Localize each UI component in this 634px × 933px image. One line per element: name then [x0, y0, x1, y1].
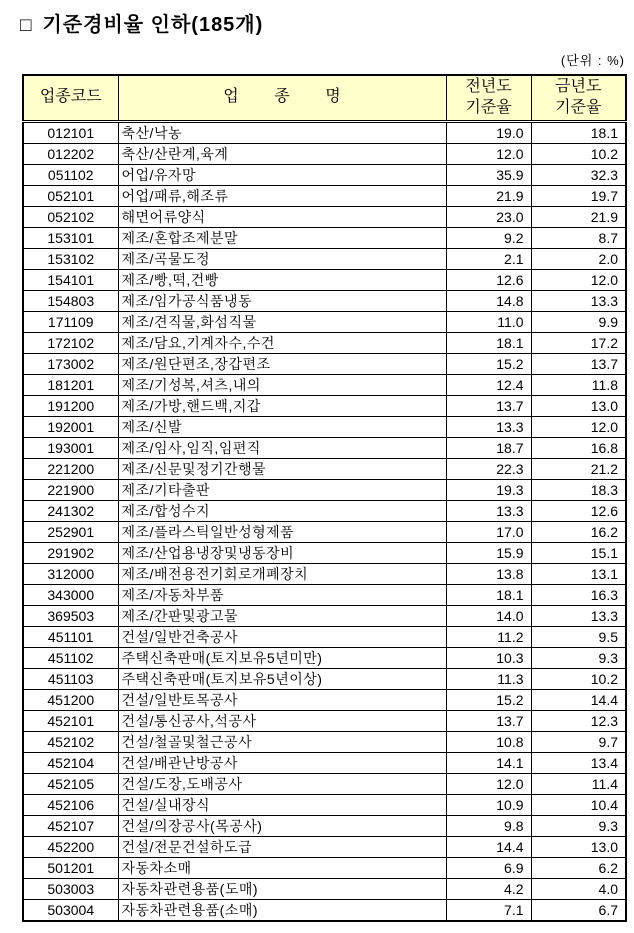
- row-industry-code-cell: 012101: [23, 121, 118, 143]
- row-current-rate-cell: 13.3: [531, 605, 626, 626]
- row-industry-name-cell: 자동차소매: [118, 857, 446, 878]
- row-industry-name-cell: 건설/실내장식: [118, 794, 446, 815]
- row-current-rate-cell: 13.0: [531, 836, 626, 857]
- row-current-rate-cell: 19.7: [531, 185, 626, 206]
- row-current-rate-cell: 12.6: [531, 500, 626, 521]
- row-industry-code-cell: 181201: [23, 374, 118, 395]
- table-row: [23, 878, 626, 899]
- row-industry-name-cell: 주택신축판매(토지보유5년이상): [118, 668, 446, 689]
- table-row: [23, 458, 626, 479]
- row-current-rate-cell: 21.9: [531, 206, 626, 227]
- standard-expense-rate-table: [22, 74, 627, 922]
- table-row: [23, 542, 626, 563]
- row-industry-name-cell: 건설/배관난방공사: [118, 752, 446, 773]
- table-row: [23, 185, 626, 206]
- row-industry-name-cell: 해면어류양식: [118, 206, 446, 227]
- row-industry-code-cell: 171109: [23, 311, 118, 332]
- table-row: [23, 710, 626, 731]
- row-previous-rate-cell: 10.9: [446, 794, 531, 815]
- row-industry-code-cell: 451200: [23, 689, 118, 710]
- row-current-rate-cell: 15.1: [531, 542, 626, 563]
- row-industry-code-cell: 343000: [23, 584, 118, 605]
- table-row: [23, 374, 626, 395]
- row-industry-code-cell: 451102: [23, 647, 118, 668]
- table-row: [23, 836, 626, 857]
- row-industry-name-cell: 제조/합성수지: [118, 500, 446, 521]
- row-previous-rate-cell: 13.3: [446, 500, 531, 521]
- table-row: [23, 395, 626, 416]
- table-row: [23, 773, 626, 794]
- table-row: [23, 563, 626, 584]
- row-previous-rate-cell: 11.2: [446, 626, 531, 647]
- table-row: [23, 584, 626, 605]
- square-bullet-icon: □: [20, 15, 33, 36]
- row-industry-code-cell: 452106: [23, 794, 118, 815]
- table-row: [23, 521, 626, 542]
- row-industry-name-cell: 제조/기타출판: [118, 479, 446, 500]
- row-previous-rate-cell: 18.1: [446, 584, 531, 605]
- row-industry-code-cell: 452104: [23, 752, 118, 773]
- curr-year-line1: 금년도: [555, 77, 602, 95]
- row-current-rate-cell: 9.5: [531, 626, 626, 647]
- row-previous-rate-cell: 12.0: [446, 773, 531, 794]
- row-previous-rate-cell: 2.1: [446, 248, 531, 269]
- row-industry-name-cell: 건설/일반건축공사: [118, 626, 446, 647]
- table-row: [23, 206, 626, 227]
- row-current-rate-cell: 16.2: [531, 521, 626, 542]
- table-row: [23, 479, 626, 500]
- row-industry-code-cell: 221900: [23, 479, 118, 500]
- row-previous-rate-cell: 4.2: [446, 878, 531, 899]
- col-header-previous-year-rate: [446, 75, 531, 121]
- row-industry-code-cell: 241302: [23, 500, 118, 521]
- table-row: [23, 227, 626, 248]
- table-row: [23, 794, 626, 815]
- page-title-text: 기준경비율 인하(185개): [42, 14, 264, 36]
- row-previous-rate-cell: 10.3: [446, 647, 531, 668]
- row-previous-rate-cell: 11.3: [446, 668, 531, 689]
- table-row: [23, 899, 626, 921]
- row-previous-rate-cell: 35.9: [446, 164, 531, 185]
- row-industry-code-cell: 191200: [23, 395, 118, 416]
- row-current-rate-cell: 13.1: [531, 563, 626, 584]
- row-industry-code-cell: 452105: [23, 773, 118, 794]
- row-industry-code-cell: 452102: [23, 731, 118, 752]
- row-industry-name-cell: 제조/자동차부품: [118, 584, 446, 605]
- row-industry-name-cell: 제조/가방,핸드백,지갑: [118, 395, 446, 416]
- table-row: [23, 857, 626, 878]
- row-industry-name-cell: 건설/철골및철근공사: [118, 731, 446, 752]
- page-title: [20, 8, 625, 37]
- table-row: [23, 248, 626, 269]
- row-previous-rate-cell: 12.6: [446, 269, 531, 290]
- row-industry-code-cell: 291902: [23, 542, 118, 563]
- prev-year-line1: 전년도: [465, 77, 512, 95]
- row-industry-code-cell: 052102: [23, 206, 118, 227]
- row-industry-name-cell: 어업/패류,해조류: [118, 185, 446, 206]
- row-industry-name-cell: 제조/배전용전기회로개폐장치: [118, 563, 446, 584]
- table-row: [23, 500, 626, 521]
- col-header-industry-code: 업종코드: [23, 75, 118, 121]
- row-previous-rate-cell: 14.1: [446, 752, 531, 773]
- row-industry-code-cell: 172102: [23, 332, 118, 353]
- table-row: [23, 815, 626, 836]
- row-previous-rate-cell: 14.4: [446, 836, 531, 857]
- row-industry-code-cell: 312000: [23, 563, 118, 584]
- curr-year-line2: 기준율: [555, 98, 602, 116]
- document-page: [22, 0, 625, 922]
- row-previous-rate-cell: 18.7: [446, 437, 531, 458]
- row-previous-rate-cell: 23.0: [446, 206, 531, 227]
- row-industry-name-cell: 제조/담요,기계자수,수건: [118, 332, 446, 353]
- row-current-rate-cell: 18.1: [531, 121, 626, 143]
- table-header-row: [23, 75, 626, 121]
- row-previous-rate-cell: 10.8: [446, 731, 531, 752]
- row-previous-rate-cell: 13.7: [446, 395, 531, 416]
- row-current-rate-cell: 9.9: [531, 311, 626, 332]
- row-industry-code-cell: 252901: [23, 521, 118, 542]
- row-current-rate-cell: 9.3: [531, 815, 626, 836]
- row-industry-name-cell: 제조/빵,떡,건빵: [118, 269, 446, 290]
- row-previous-rate-cell: 13.8: [446, 563, 531, 584]
- table-row: [23, 143, 626, 164]
- row-current-rate-cell: 13.0: [531, 395, 626, 416]
- row-current-rate-cell: 21.2: [531, 458, 626, 479]
- table-row: [23, 668, 626, 689]
- table-row: [23, 269, 626, 290]
- row-current-rate-cell: 4.0: [531, 878, 626, 899]
- row-previous-rate-cell: 6.9: [446, 857, 531, 878]
- row-current-rate-cell: 16.3: [531, 584, 626, 605]
- row-current-rate-cell: 9.3: [531, 647, 626, 668]
- row-industry-code-cell: 452107: [23, 815, 118, 836]
- row-industry-name-cell: 자동차관련용품(소매): [118, 899, 446, 921]
- row-previous-rate-cell: 14.8: [446, 290, 531, 311]
- row-previous-rate-cell: 7.1: [446, 899, 531, 921]
- row-industry-name-cell: 건설/전문건설하도급: [118, 836, 446, 857]
- table-row: [23, 626, 626, 647]
- row-industry-code-cell: 192001: [23, 416, 118, 437]
- row-current-rate-cell: 11.4: [531, 773, 626, 794]
- row-industry-name-cell: 제조/곡물도정: [118, 248, 446, 269]
- row-current-rate-cell: 10.2: [531, 668, 626, 689]
- table-row: [23, 605, 626, 626]
- row-current-rate-cell: 9.7: [531, 731, 626, 752]
- table-row: [23, 437, 626, 458]
- row-previous-rate-cell: 18.1: [446, 332, 531, 353]
- row-industry-name-cell: 제조/산업용냉장및냉동장비: [118, 542, 446, 563]
- row-industry-code-cell: 153101: [23, 227, 118, 248]
- row-industry-name-cell: 건설/의장공사(목공사): [118, 815, 446, 836]
- row-industry-code-cell: 452101: [23, 710, 118, 731]
- row-current-rate-cell: 10.2: [531, 143, 626, 164]
- row-current-rate-cell: 17.2: [531, 332, 626, 353]
- row-current-rate-cell: 11.8: [531, 374, 626, 395]
- table-row: [23, 353, 626, 374]
- row-current-rate-cell: 13.7: [531, 353, 626, 374]
- row-industry-code-cell: 154803: [23, 290, 118, 311]
- row-current-rate-cell: 32.3: [531, 164, 626, 185]
- row-industry-name-cell: 축산/산란계,육계: [118, 143, 446, 164]
- row-previous-rate-cell: 15.2: [446, 353, 531, 374]
- row-previous-rate-cell: 9.2: [446, 227, 531, 248]
- row-industry-code-cell: 154101: [23, 269, 118, 290]
- row-industry-code-cell: 012202: [23, 143, 118, 164]
- row-industry-code-cell: 452200: [23, 836, 118, 857]
- row-previous-rate-cell: 19.0: [446, 121, 531, 143]
- row-industry-name-cell: 축산/낙농: [118, 121, 446, 143]
- row-current-rate-cell: 12.0: [531, 269, 626, 290]
- row-industry-code-cell: 221200: [23, 458, 118, 479]
- row-industry-code-cell: 451101: [23, 626, 118, 647]
- row-industry-code-cell: 173002: [23, 353, 118, 374]
- row-previous-rate-cell: 19.3: [446, 479, 531, 500]
- row-industry-code-cell: 503004: [23, 899, 118, 921]
- table-row: [23, 311, 626, 332]
- table-row: [23, 647, 626, 668]
- row-industry-code-cell: 051102: [23, 164, 118, 185]
- prev-year-line2: 기준율: [465, 98, 512, 116]
- row-industry-code-cell: 501201: [23, 857, 118, 878]
- row-industry-name-cell: 제조/신문및정기간행물: [118, 458, 446, 479]
- table-row: [23, 752, 626, 773]
- table-row: [23, 416, 626, 437]
- table-body: [23, 121, 626, 921]
- row-industry-name-cell: 건설/일반토목공사: [118, 689, 446, 710]
- row-industry-name-cell: 건설/도장,도배공사: [118, 773, 446, 794]
- row-previous-rate-cell: 9.8: [446, 815, 531, 836]
- row-previous-rate-cell: 22.3: [446, 458, 531, 479]
- row-industry-code-cell: 052101: [23, 185, 118, 206]
- table-header: [23, 75, 626, 121]
- row-industry-code-cell: 369503: [23, 605, 118, 626]
- row-industry-name-cell: 건설/통신공사,석공사: [118, 710, 446, 731]
- col-header-current-year-rate: [531, 75, 626, 121]
- row-current-rate-cell: 6.2: [531, 857, 626, 878]
- row-current-rate-cell: 8.7: [531, 227, 626, 248]
- row-current-rate-cell: 12.3: [531, 710, 626, 731]
- table-row: [23, 121, 626, 143]
- row-current-rate-cell: 2.0: [531, 248, 626, 269]
- table-row: [23, 164, 626, 185]
- row-current-rate-cell: 16.8: [531, 437, 626, 458]
- row-industry-name-cell: 어업/유자망: [118, 164, 446, 185]
- row-industry-name-cell: 제조/플라스틱일반성형제품: [118, 521, 446, 542]
- row-current-rate-cell: 18.3: [531, 479, 626, 500]
- row-current-rate-cell: 13.3: [531, 290, 626, 311]
- table-row: [23, 290, 626, 311]
- row-current-rate-cell: 10.4: [531, 794, 626, 815]
- row-industry-name-cell: 제조/혼합조제분말: [118, 227, 446, 248]
- row-industry-code-cell: 503003: [23, 878, 118, 899]
- row-industry-name-cell: 자동차관련용품(도매): [118, 878, 446, 899]
- col-header-industry-name: 업 종 명: [118, 75, 446, 121]
- row-industry-name-cell: 제조/기성복,셔츠,내의: [118, 374, 446, 395]
- row-industry-name-cell: 제조/신발: [118, 416, 446, 437]
- row-current-rate-cell: 14.4: [531, 689, 626, 710]
- row-previous-rate-cell: 13.3: [446, 416, 531, 437]
- row-previous-rate-cell: 13.7: [446, 710, 531, 731]
- table-row: [23, 731, 626, 752]
- row-industry-name-cell: 제조/임가공식품냉동: [118, 290, 446, 311]
- row-current-rate-cell: 13.4: [531, 752, 626, 773]
- row-industry-code-cell: 193001: [23, 437, 118, 458]
- row-previous-rate-cell: 21.9: [446, 185, 531, 206]
- table-row: [23, 332, 626, 353]
- row-industry-name-cell: 주택신축판매(토지보유5년미만): [118, 647, 446, 668]
- row-industry-name-cell: 제조/임사,임직,임편직: [118, 437, 446, 458]
- row-previous-rate-cell: 17.0: [446, 521, 531, 542]
- row-current-rate-cell: 12.0: [531, 416, 626, 437]
- row-industry-code-cell: 451103: [23, 668, 118, 689]
- row-previous-rate-cell: 11.0: [446, 311, 531, 332]
- row-industry-name-cell: 제조/견직물,화섬직물: [118, 311, 446, 332]
- table-row: [23, 689, 626, 710]
- unit-note: (단위 : %): [560, 53, 625, 68]
- row-previous-rate-cell: 12.4: [446, 374, 531, 395]
- row-industry-name-cell: 제조/간판및광고물: [118, 605, 446, 626]
- row-current-rate-cell: 6.7: [531, 899, 626, 921]
- row-industry-code-cell: 153102: [23, 248, 118, 269]
- row-previous-rate-cell: 15.2: [446, 689, 531, 710]
- row-previous-rate-cell: 14.0: [446, 605, 531, 626]
- row-previous-rate-cell: 15.9: [446, 542, 531, 563]
- row-previous-rate-cell: 12.0: [446, 143, 531, 164]
- row-industry-name-cell: 제조/원단편조,장갑편조: [118, 353, 446, 374]
